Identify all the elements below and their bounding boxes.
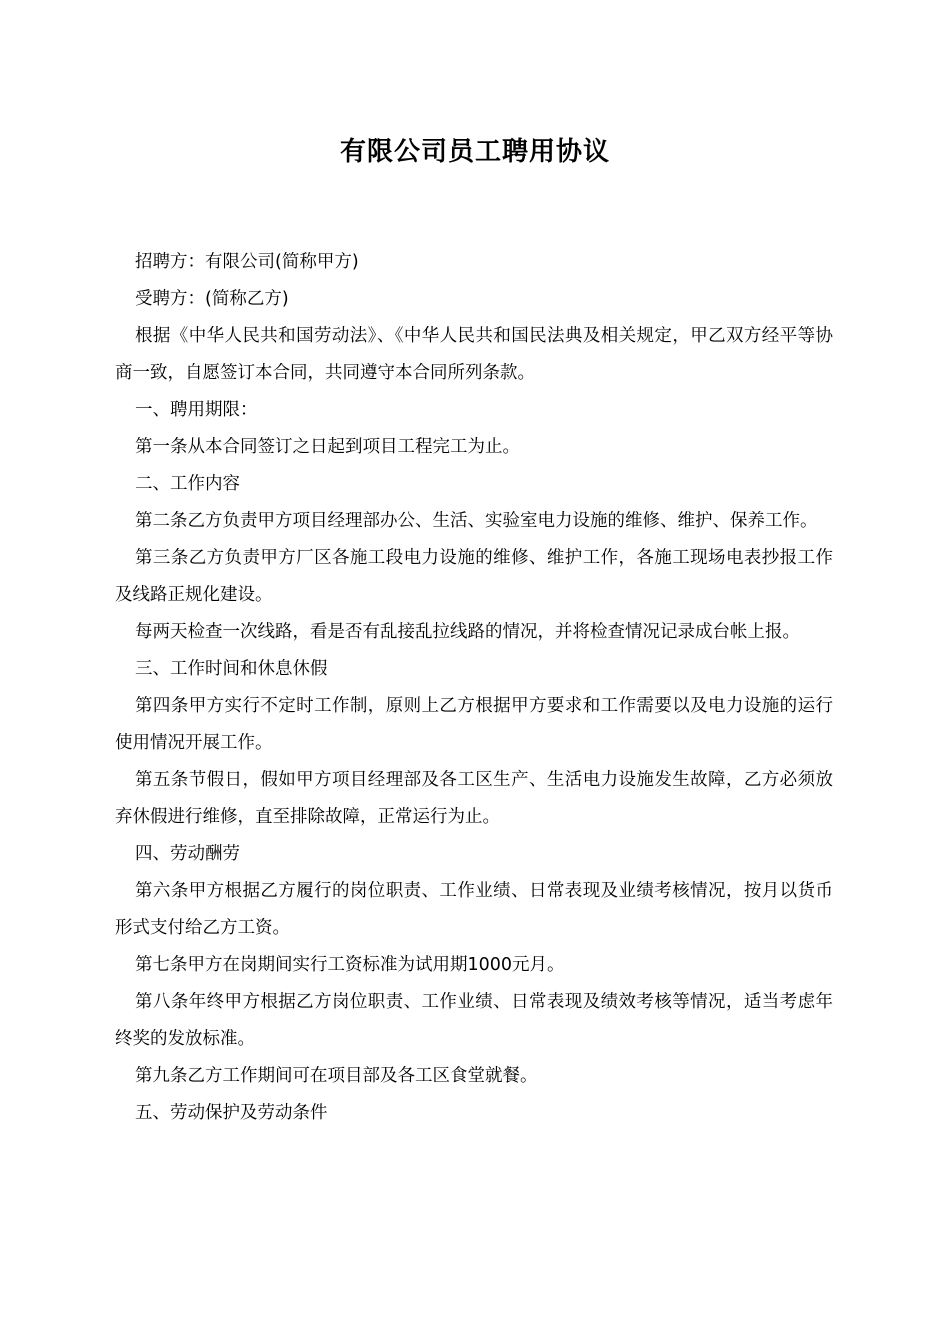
article-9: 第九条乙方工作期间可在项目部及各工区食堂就餐。 <box>135 1066 538 1086</box>
article-3: 第三条乙方负责甲方厂区各施工段电力设施的维修、维护工作，各施工现场电表抄报工作及线路正规化建设。 <box>115 548 833 605</box>
section-heading-remuneration: 四、劳动酬劳 <box>135 844 240 864</box>
document-body <box>115 244 833 1132</box>
inspection-paragraph: 每两天检查一次线路，看是否有乱接乱拉线路的情况，并将检查情况记录成台帐上报。 <box>135 622 800 642</box>
section-heading-labor-protection: 五、劳动保护及劳动条件 <box>135 1103 328 1123</box>
document-title: 有限公司员工聘用协议 <box>339 137 610 167</box>
party-a-line: 招聘方：有限公司(简称甲方) <box>135 252 359 272</box>
article-8: 第八条年终甲方根据乙方岗位职责、工作业绩、日常表现及绩效考核等情况，适当考虑年终奖的发放标准。 <box>115 992 833 1049</box>
article-1: 第一条从本合同签订之日起到项目工程完工为止。 <box>135 437 520 457</box>
section-heading-work-content: 二、工作内容 <box>135 474 240 494</box>
article-2: 第二条乙方负责甲方项目经理部办公、生活、实验室电力设施的维修、维护、保养工作。 <box>135 511 818 531</box>
section-heading-term: 一、聘用期限： <box>135 400 258 420</box>
section-heading-work-hours: 三、工作时间和休息休假 <box>135 659 328 679</box>
article-5: 第五条节假日，假如甲方项目经理部及各工区生产、生活电力设施发生故障，乙方必须放弃休假进行维修，直至排除故障，正常运行为止。 <box>115 770 833 827</box>
article-6: 第六条甲方根据乙方履行的岗位职责、工作业绩、日常表现及业绩考核情况，按月以货币形式支付给乙方工资。 <box>115 881 833 938</box>
party-b-line: 受聘方：(简称乙方) <box>135 289 289 309</box>
article-4: 第四条甲方实行不定时工作制，原则上乙方根据甲方要求和工作需要以及电力设施的运行使用情况开展工作。 <box>115 696 833 753</box>
preamble-paragraph: 根据《中华人民共和国劳动法》、《中华人民共和国民法典及相关规定，甲乙双方经平等协商一致，自愿签订本合同，共同遵守本合同所列条款。 <box>115 326 833 383</box>
article-7: 第七条甲方在岗期间实行工资标准为试用期1000元月。 <box>135 955 565 975</box>
